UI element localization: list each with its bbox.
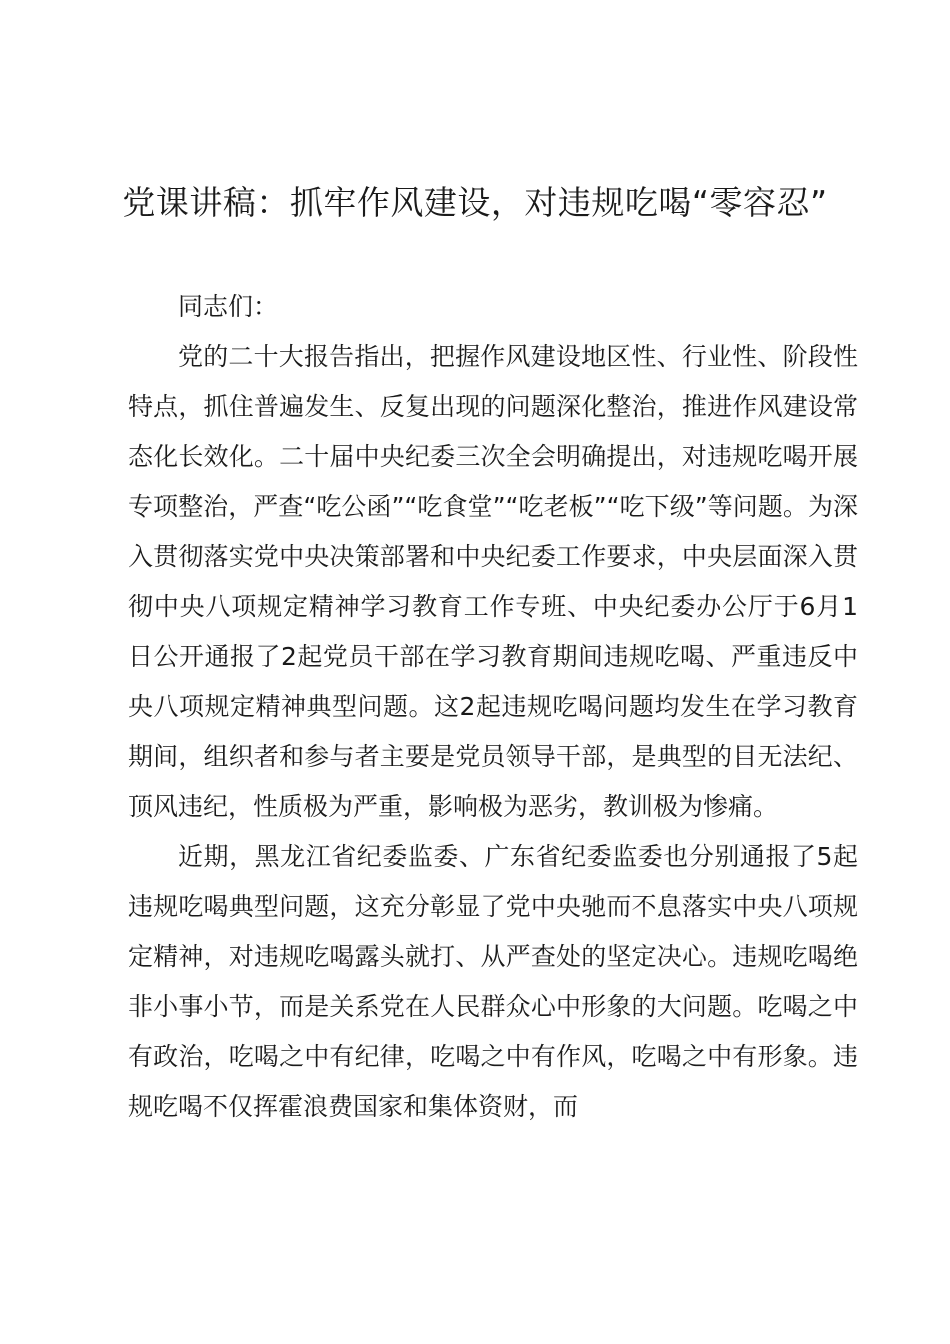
document-title: 党课讲稿：抓牢作风建设，对违规吃喝“零容忍” bbox=[122, 183, 828, 222]
document-body bbox=[128, 282, 858, 1132]
salutation: 同志们： bbox=[178, 292, 279, 321]
paragraph-1: 党的二十大报告指出，把握作风建设地区性、行业性、阶段性特点，抓住普遍发生、反复出现的问题深化整治，推进作风建设常态化长效化。二十届中央纪委三次全会明确提出，对违规吃喝开展专项整治，严查“吃公函”“吃食堂”“吃老板”“吃下级”等问题。为深入贯彻落实党中央决策部署和中央纪委工作要求，中央层面深入贯彻中央八项规定精神学习教育工作专班、中央纪委办公厅于6月1日公开通报了2起党员干部在学习教育期间违规吃喝、严重违反中央八项规定精神典型问题。这2起违规吃喝问题均发生在学习教育期间，组织者和参与者主要是党员领导干部，是典型的目无法纪、顶风违纪，性质极为严重，影响极为恶劣，教训极为惨痛。 bbox=[128, 342, 858, 821]
paragraph-2: 近期，黑龙江省纪委监委、广东省纪委监委也分别通报了5起违规吃喝典型问题，这充分彰显了党中央驰而不息落实中央八项规定精神，对违规吃喝露头就打、从严查处的坚定决心。违规吃喝绝非小事小节，而是关系党在人民群众心中形象的大问题。吃喝之中有政治，吃喝之中有纪律，吃喝之中有作风，吃喝之中有形象。违规吃喝不仅挥霍浪费国家和集体资财，而 bbox=[128, 842, 858, 1121]
